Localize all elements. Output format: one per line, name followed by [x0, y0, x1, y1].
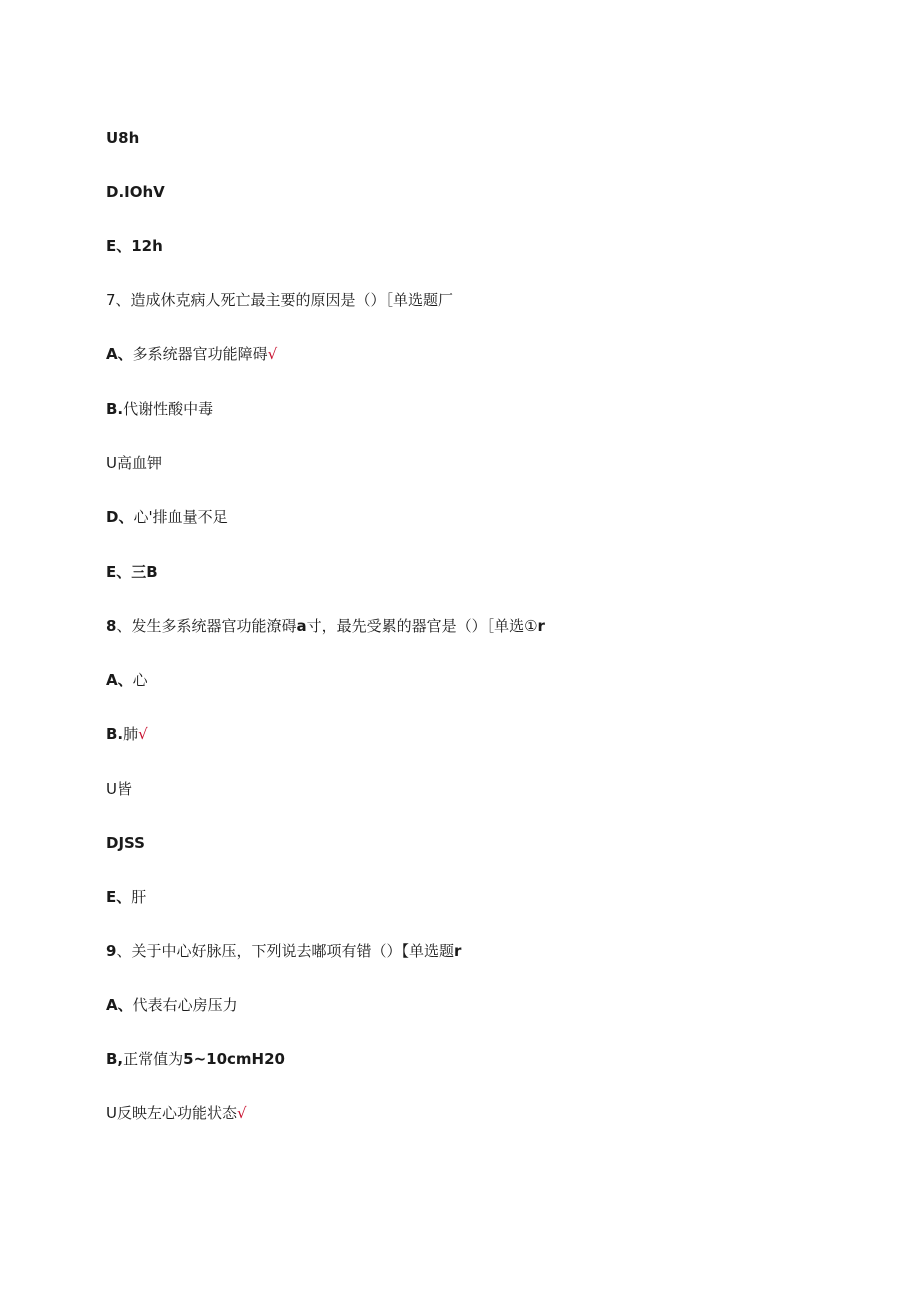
q8-option-e — [106, 887, 146, 907]
option-c-prev — [106, 128, 139, 148]
option-text: 代谢性酸中毒 — [123, 400, 214, 418]
question-number: 9 — [106, 942, 117, 960]
option-text: 肝 — [131, 888, 147, 906]
q9-option-b — [106, 1049, 285, 1069]
option-prefix: E、 — [106, 563, 132, 581]
correct-check-icon: √ — [138, 725, 148, 743]
question-text: 寸，最先受累的器官是（）［单选① — [306, 617, 538, 635]
option-text: 肺 — [123, 725, 139, 743]
option-text: 心'排血量不足 — [133, 508, 228, 526]
option-text: 心 — [132, 671, 148, 689]
q9-option-c — [106, 1103, 247, 1123]
question-number: 8 — [106, 617, 117, 635]
q7-option-e — [106, 562, 158, 582]
option-text: U8h — [106, 129, 140, 147]
question-9-stem — [106, 941, 461, 961]
q8-option-b — [106, 724, 148, 744]
option-prefix: D、 — [106, 508, 134, 526]
option-text: 代表右心房压力 — [132, 996, 238, 1014]
option-text: U反映左心功能状态 — [106, 1104, 237, 1122]
option-prefix: E、 — [106, 888, 132, 906]
question-7-stem — [106, 290, 453, 310]
option-text: U皆 — [106, 780, 132, 798]
question-text: r — [453, 942, 462, 960]
option-text: 5~10cmH20 — [183, 1050, 285, 1068]
option-d-prev — [106, 182, 165, 202]
q8-option-c — [106, 779, 132, 799]
question-8-stem — [106, 616, 545, 636]
option-prefix: B. — [106, 400, 124, 418]
option-text: DJSS — [106, 834, 145, 852]
question-text: r — [537, 617, 545, 635]
option-prefix: A、 — [106, 671, 133, 689]
question-text: 、关于中心好脉压，下列说去嘟项有错（）【单选题 — [116, 942, 454, 960]
question-text: 、发生多系统器官功能潦碍 — [116, 617, 297, 635]
option-text: 12h — [131, 237, 163, 255]
option-text: D.IOhV — [106, 183, 165, 201]
question-text: a — [296, 617, 307, 635]
option-prefix: B, — [106, 1050, 124, 1068]
option-text: U高血钾 — [106, 454, 162, 472]
option-text: 多系统器官功能障碍 — [132, 345, 268, 363]
question-text: 7、造成休克病人死亡最主要的原因是（）［单选题厂 — [106, 291, 454, 309]
option-prefix: E、 — [106, 237, 132, 255]
option-prefix: B. — [106, 725, 124, 743]
option-prefix: A、 — [106, 345, 133, 363]
q7-option-a — [106, 344, 277, 364]
q9-option-a — [106, 995, 238, 1015]
option-text: 正常值为 — [123, 1050, 184, 1068]
q8-option-d — [106, 833, 145, 853]
correct-check-icon: √ — [267, 345, 278, 363]
q8-option-a — [106, 670, 148, 690]
option-prefix: A、 — [106, 996, 133, 1014]
q7-option-d — [106, 507, 228, 527]
q7-option-c — [106, 453, 162, 473]
correct-check-icon: √ — [236, 1104, 247, 1122]
option-text: 三B — [131, 563, 158, 581]
q7-option-b — [106, 399, 213, 419]
option-e-prev — [106, 236, 163, 256]
